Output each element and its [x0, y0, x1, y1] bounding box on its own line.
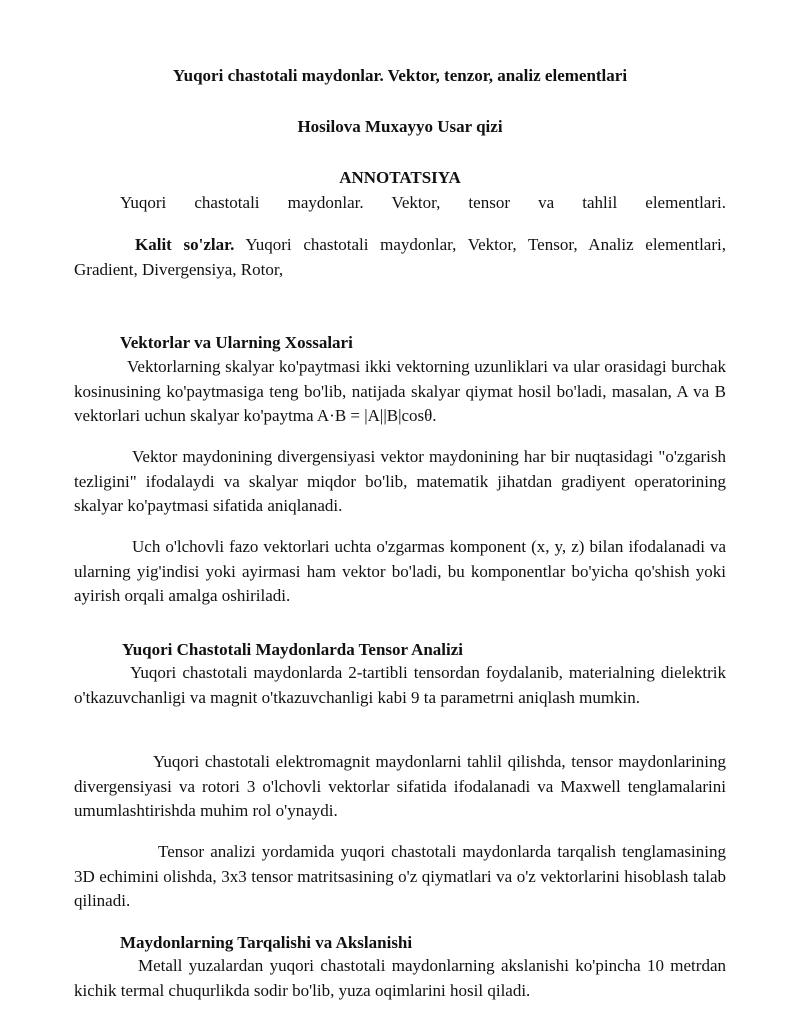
section-paragraph: Tensor analizi yordamida yuqori chastotali maydonlarda tarqalish tenglamasining 3D echimini olishda, 3x3 tensor matritsasining o'z qiymatlari va o'z vektorlarini hisoblash talab qilinadi.: [74, 842, 726, 910]
section-heading: Yuqori Chastotali Maydonlarda Tensor Analizi: [122, 640, 464, 659]
keywords-text: Yuqori chastotali maydonlar, Vektor, Tensor, Analiz elementlari, Gradient, Divergensiya, Rotor,: [74, 235, 726, 279]
section-paragraph: Yuqori chastotali maydonlarda 2-tartibli tensordan foydalanib, materialning dielektrik o'tkazuvchanligi va magnit o'tkazuvchanligi kabi 9 ta parametrni aniqlash mumkin.: [74, 663, 726, 707]
section-paragraph: Yuqori chastotali elektromagnit maydonlarni tahlil qilishda, tensor maydonlarining divergensiyasi va rotori 3 o'lchovli vektorlar sifatida ifodalanadi va Maxwell tenglamalarini umumlashtirishda muhim rol o'ynaydi.: [74, 752, 726, 820]
section-paragraph: Uch o'lchovli fazo vektorlari uchta o'zgarmas komponent (x, y, z) bilan ifodalanadi va ularning yig'indisi yoki ayirmasi ham vektor bo'ladi, bu komponentlar bo'yicha qo'shish yoki ayirish orqali amalga oshiriladi.: [74, 537, 726, 605]
section-paragraph: Vektor maydonining divergensiyasi vektor maydonining har bir nuqtasidagi "o'zgarish tezligini" ifodalaydi va skalyar miqdor bo'lib, matematik jihatdan gradiyent operatorining skalyar ko'paytmasi sifatida aniqlanadi.: [74, 447, 726, 515]
author-name: Hosilova Muxayyo Usar qizi: [297, 117, 503, 136]
keywords-label: Kalit so'zlar.: [135, 235, 235, 254]
section-heading: Vektorlar va Ularning Xossalari: [120, 333, 353, 352]
section-paragraph: Vektorlarning skalyar ko'paytmasi ikki vektorning uzunliklari va ular orasidagi burchak kosinusining ko'paytmasiga teng bo'lib, natijada skalyar qiymat hosil bo'ladi, masalan, A va B vektorlari uchun skalyar ko'paytma A·B = |A||B|cosθ.: [74, 357, 726, 425]
keywords-paragraph: [74, 233, 726, 282]
section-heading: Maydonlarning Tarqalishi va Akslanishi: [120, 933, 413, 952]
section-paragraph: Metall yuzalardan yuqori chastotali maydonlarning akslanishi ko'pincha 10 metrdan kichik termal chuqurlikda sodir bo'lib, yuza oqimlarini hosil qiladi.: [74, 956, 726, 1000]
paper-title: Yuqori chastotali maydonlar. Vektor, tenzor, analiz elementlari: [172, 66, 628, 85]
abstract-text: Yuqori chastotali maydonlar. Vektor, tensor va tahlil elementlari.: [120, 193, 726, 212]
abstract-heading: ANNOTATSIYA: [339, 168, 461, 187]
